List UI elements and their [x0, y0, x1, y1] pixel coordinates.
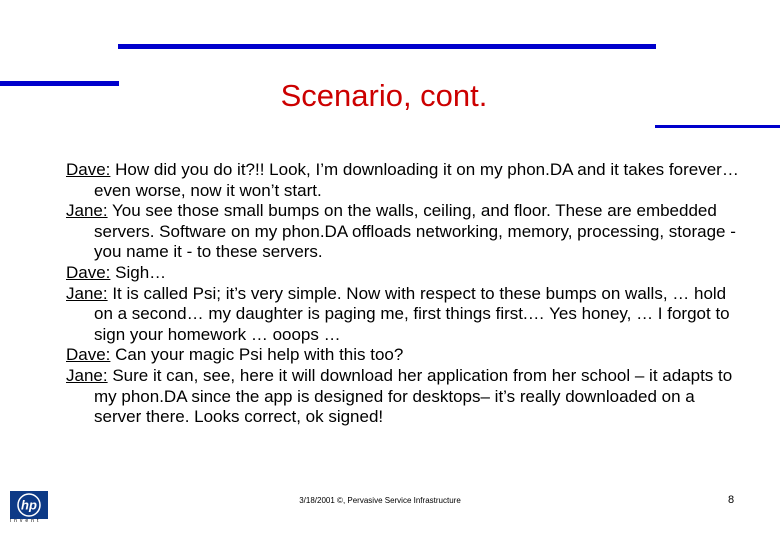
speaker-label: Jane:	[66, 365, 108, 385]
footer-text: 3/18/2001 ©, Pervasive Service Infrastructure	[299, 496, 461, 505]
dialogue-text: You see those small bumps on the walls, ceiling, and floor. These are embedded servers. Software on my phon.DA offloads networking, memory, processing, storage - you name it - to these servers.	[94, 201, 736, 262]
dialogue-text: It is called Psi; it’s very simple. Now with respect to these bumps on walls, … hold on a second… my daughter is paging me, first things first.… Yes honey, … I forgot to sign your homework … ooops …	[94, 283, 730, 344]
dialogue-line	[66, 263, 746, 284]
logo-mark: hp	[21, 497, 37, 513]
logo-tagline: invent	[10, 518, 42, 524]
dialogue-text: Can your magic Psi help with this too?	[110, 345, 404, 365]
dialogue-line	[66, 284, 746, 346]
speaker-label: Dave:	[66, 160, 111, 179]
dialogue-text: Sigh…	[110, 262, 167, 282]
speaker-label: Dave:	[66, 345, 111, 365]
dialogue-line	[66, 160, 746, 201]
dialogue-line	[66, 201, 746, 263]
dialogue-line	[66, 366, 746, 428]
dialogue-line	[66, 345, 746, 366]
hp-logo-icon	[10, 491, 48, 519]
page-number: 8	[728, 494, 735, 506]
top-accent-bar	[118, 44, 656, 49]
dialogue-text: How did you do it?!! Look, I’m downloading it on my phon.DA and it takes forever… even worse, now it won’t start.	[94, 160, 739, 200]
speaker-label: Dave:	[66, 262, 111, 282]
speaker-label: Jane:	[66, 283, 108, 303]
speaker-label: Jane:	[66, 201, 108, 221]
dialogue-text: Sure it can, see, here it will download her application from her school – it adapts to my phon.DA since the app is designed for desktops– it’s really downloaded on a server there. Looks correct, ok signed!	[94, 365, 733, 427]
dialogue-body	[66, 160, 746, 428]
right-accent-bar	[655, 125, 780, 128]
slide-title: Scenario, cont.	[280, 78, 488, 113]
